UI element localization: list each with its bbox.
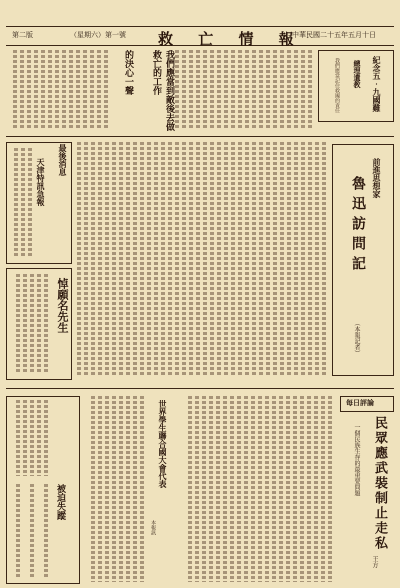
bottom-middle-text <box>82 396 146 582</box>
bottom-left-lower-text <box>10 484 50 578</box>
editorial-tag: 每日評論 <box>346 398 374 407</box>
top-left-text <box>6 50 110 128</box>
masthead-top-rule <box>6 26 394 27</box>
lu-xun-article-text <box>74 142 328 377</box>
masthead-paper-title: 救 亡 情 報 <box>158 30 304 48</box>
top-section-rule <box>6 136 394 137</box>
top-notice-body: 我們應當記住救國的責任 <box>334 58 340 113</box>
bottom-left-headline: 被迫失蹤 <box>55 484 65 520</box>
bottom-left-text <box>10 400 50 476</box>
top-center-slogan: 的決心一聲 <box>123 50 133 95</box>
masthead-date: 中華民國二十五年五月十日 <box>292 31 376 39</box>
top-right-text <box>168 50 314 128</box>
top-notice-subtitle: 總理遺教 <box>353 60 362 88</box>
obituary-text <box>8 274 50 374</box>
editorial-author: 王方 <box>371 556 378 568</box>
lu-xun-headline: 魯迅訪問記 <box>350 176 366 276</box>
editorial-headline: 民眾應武裝制止走私 <box>372 416 387 551</box>
lu-xun-kicker: 前進思想家 <box>372 158 382 198</box>
left-news-text <box>8 148 34 258</box>
bottom-middle-headline: 世界學生聯合國大會代表 <box>158 400 168 488</box>
left-side-title: 最後消息 <box>58 144 68 176</box>
top-notice-title: 紀念五‧九國難 <box>372 56 382 112</box>
masthead-issue: （星期六）第一號 <box>70 31 126 39</box>
lu-xun-byline: （本報記者） <box>353 320 360 356</box>
editorial-subheadline: 一個民族生存的最重要問題 <box>353 424 360 496</box>
left-news-headline: 天津特訊急報 <box>36 158 46 206</box>
top-center-lines: 我們應當到敵後去做救亡的工作 <box>151 50 174 131</box>
obituary-headline: 悼願名先生 <box>56 278 69 333</box>
mid-section-rule <box>6 388 394 389</box>
bottom-middle-byline: 本報訊 <box>150 520 156 535</box>
masthead-page-number: 第二版 <box>12 31 33 39</box>
editorial-text <box>184 396 334 582</box>
